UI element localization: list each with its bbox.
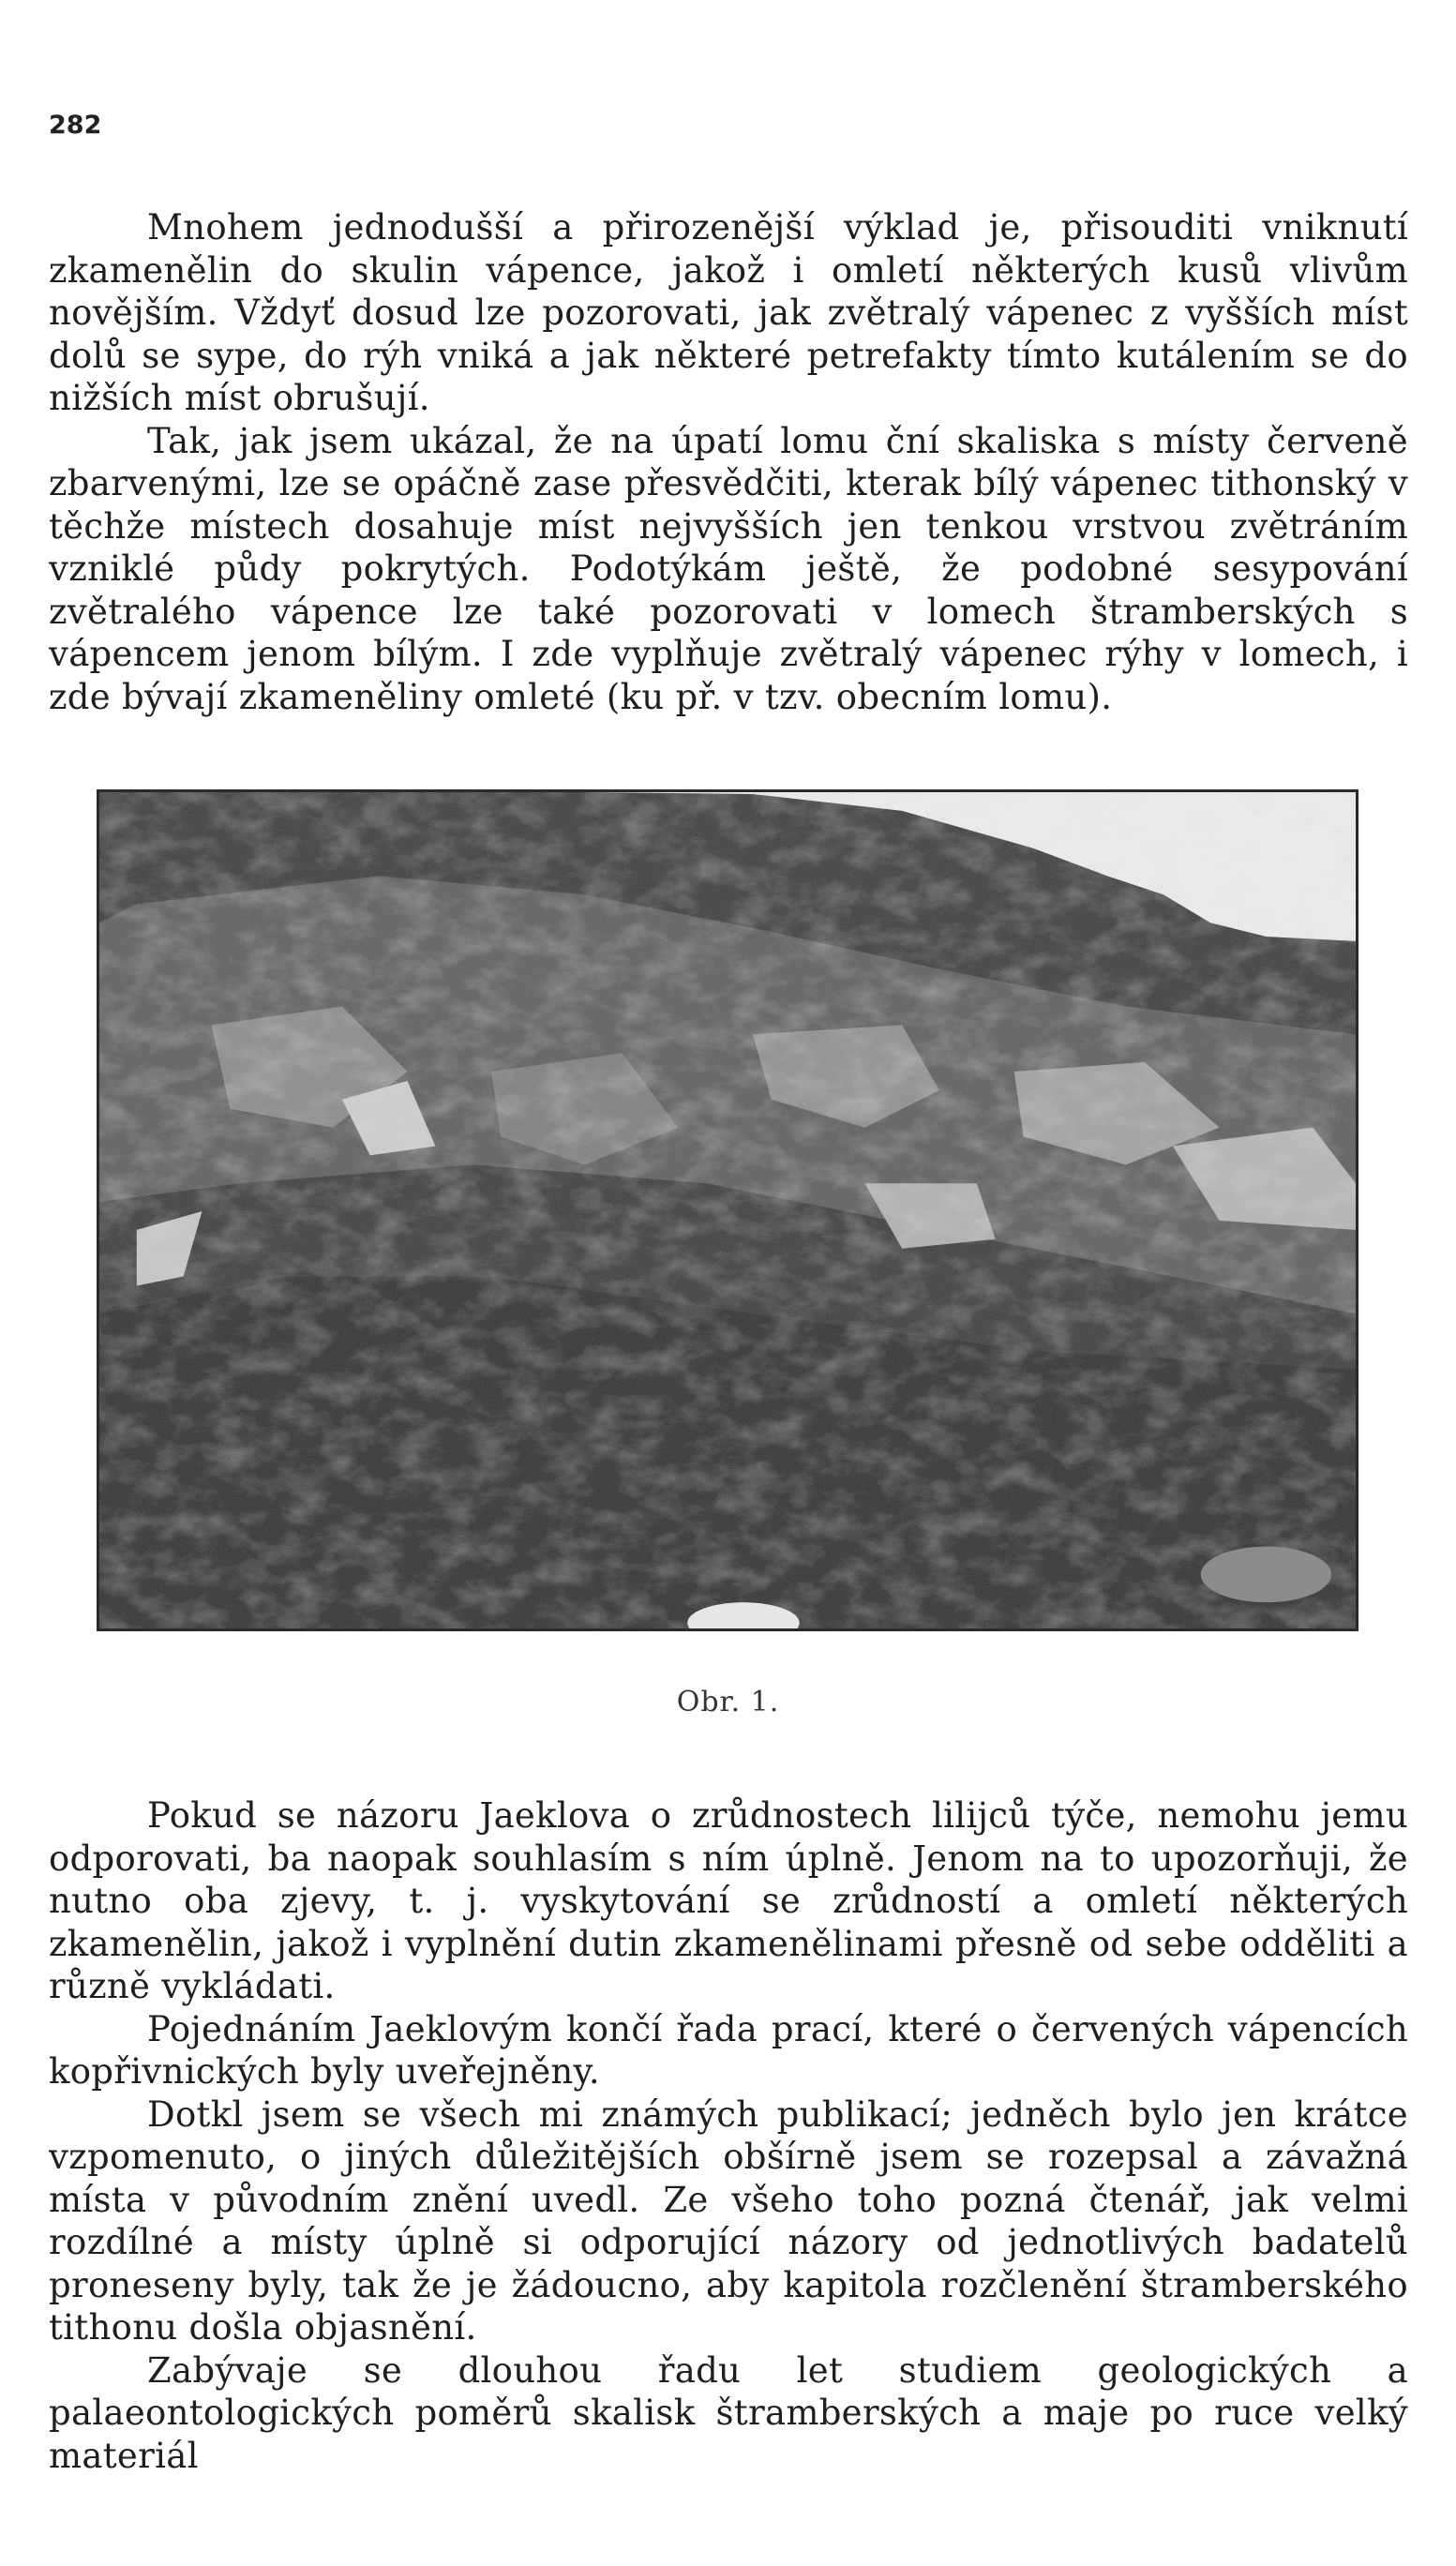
text-block-bottom: [49, 1794, 1408, 2477]
paragraph: Zabývaje se dlouhou řadu let studiem geologických a palaeontologických poměrů skalisk štramberských a maje po ruce velký materiál: [49, 2349, 1408, 2476]
paragraph: Dotkl jsem se všech mi známých publikací; jedněch bylo jen krátce vzpomenuto, o jiných důležitějších obšírně jsem se rozepsal a závažná místa v původním znění uvedl. Ze všeho toho pozná čtenář, jak velmi rozdílné a místy úplně si odporující názory od jednotlivých badatelů proneseny byly, tak že je žádoucno, aby kapitola rozčlenění štramberského tithonu došla objasnění.: [49, 2093, 1408, 2348]
paragraph: Pojednáním Jaeklovým končí řada prací, které o červených vápencích kopřivnických byly uveřejněny.: [49, 2008, 1408, 2092]
paragraph: Tak, jak jsem ukázal, že na úpatí lomu ční skaliska s místy červeně zbarvenými, lze se opáčně zase přesvědčiti, kterak bílý vápenec tithonský v těchže místech dosahuje míst nejvyšších jen tenkou vrstvou zvětráním vzniklé půdy pokrytých. Podotýkám ještě, že podobné sesypování zvětralého vápence lze také pozorovati v lomech štramberských s vápencem jenom bílým. I zde vyplňuje zvětralý vápenec rýhy v lomech, i zde bývají zkameněliny omleté (ku př. v tzv. obecním lomu).: [49, 420, 1408, 717]
figure-caption: Obr. 1.: [676, 1686, 780, 1718]
page-number: 282: [49, 111, 102, 140]
text-block-top: [49, 206, 1408, 718]
quarry-photograph: [97, 789, 1358, 1631]
paragraph: Mnohem jednodušší a přirozenější výklad je, přisouditi vniknutí zkamenělin do skulin vápence, jakož i omletí některých kusů vlivům novějším. Vždyť dosud lze pozorovati, jak zvětralý vápenec z vyšších míst dolů se sype, do rýh vniká a jak některé petrefakty tímto kutálením se do nižších míst obrušují.: [49, 207, 1408, 418]
paragraph: Pokud se názoru Jaeklova o zrůdnostech lilijců týče, nemohu jemu odporovati, ba naopak souhlasím s ním úplně. Jenom na to upozorňuji, že nutno oba zjevy, t. j. vyskytování se zrůdností a omletí některých zkamenělin, jakož i vyplnění dutin zkamenělinami přesně od sebe odděliti a různě vykládati.: [49, 1795, 1408, 2006]
quarry-photo-image: [99, 792, 1356, 1628]
